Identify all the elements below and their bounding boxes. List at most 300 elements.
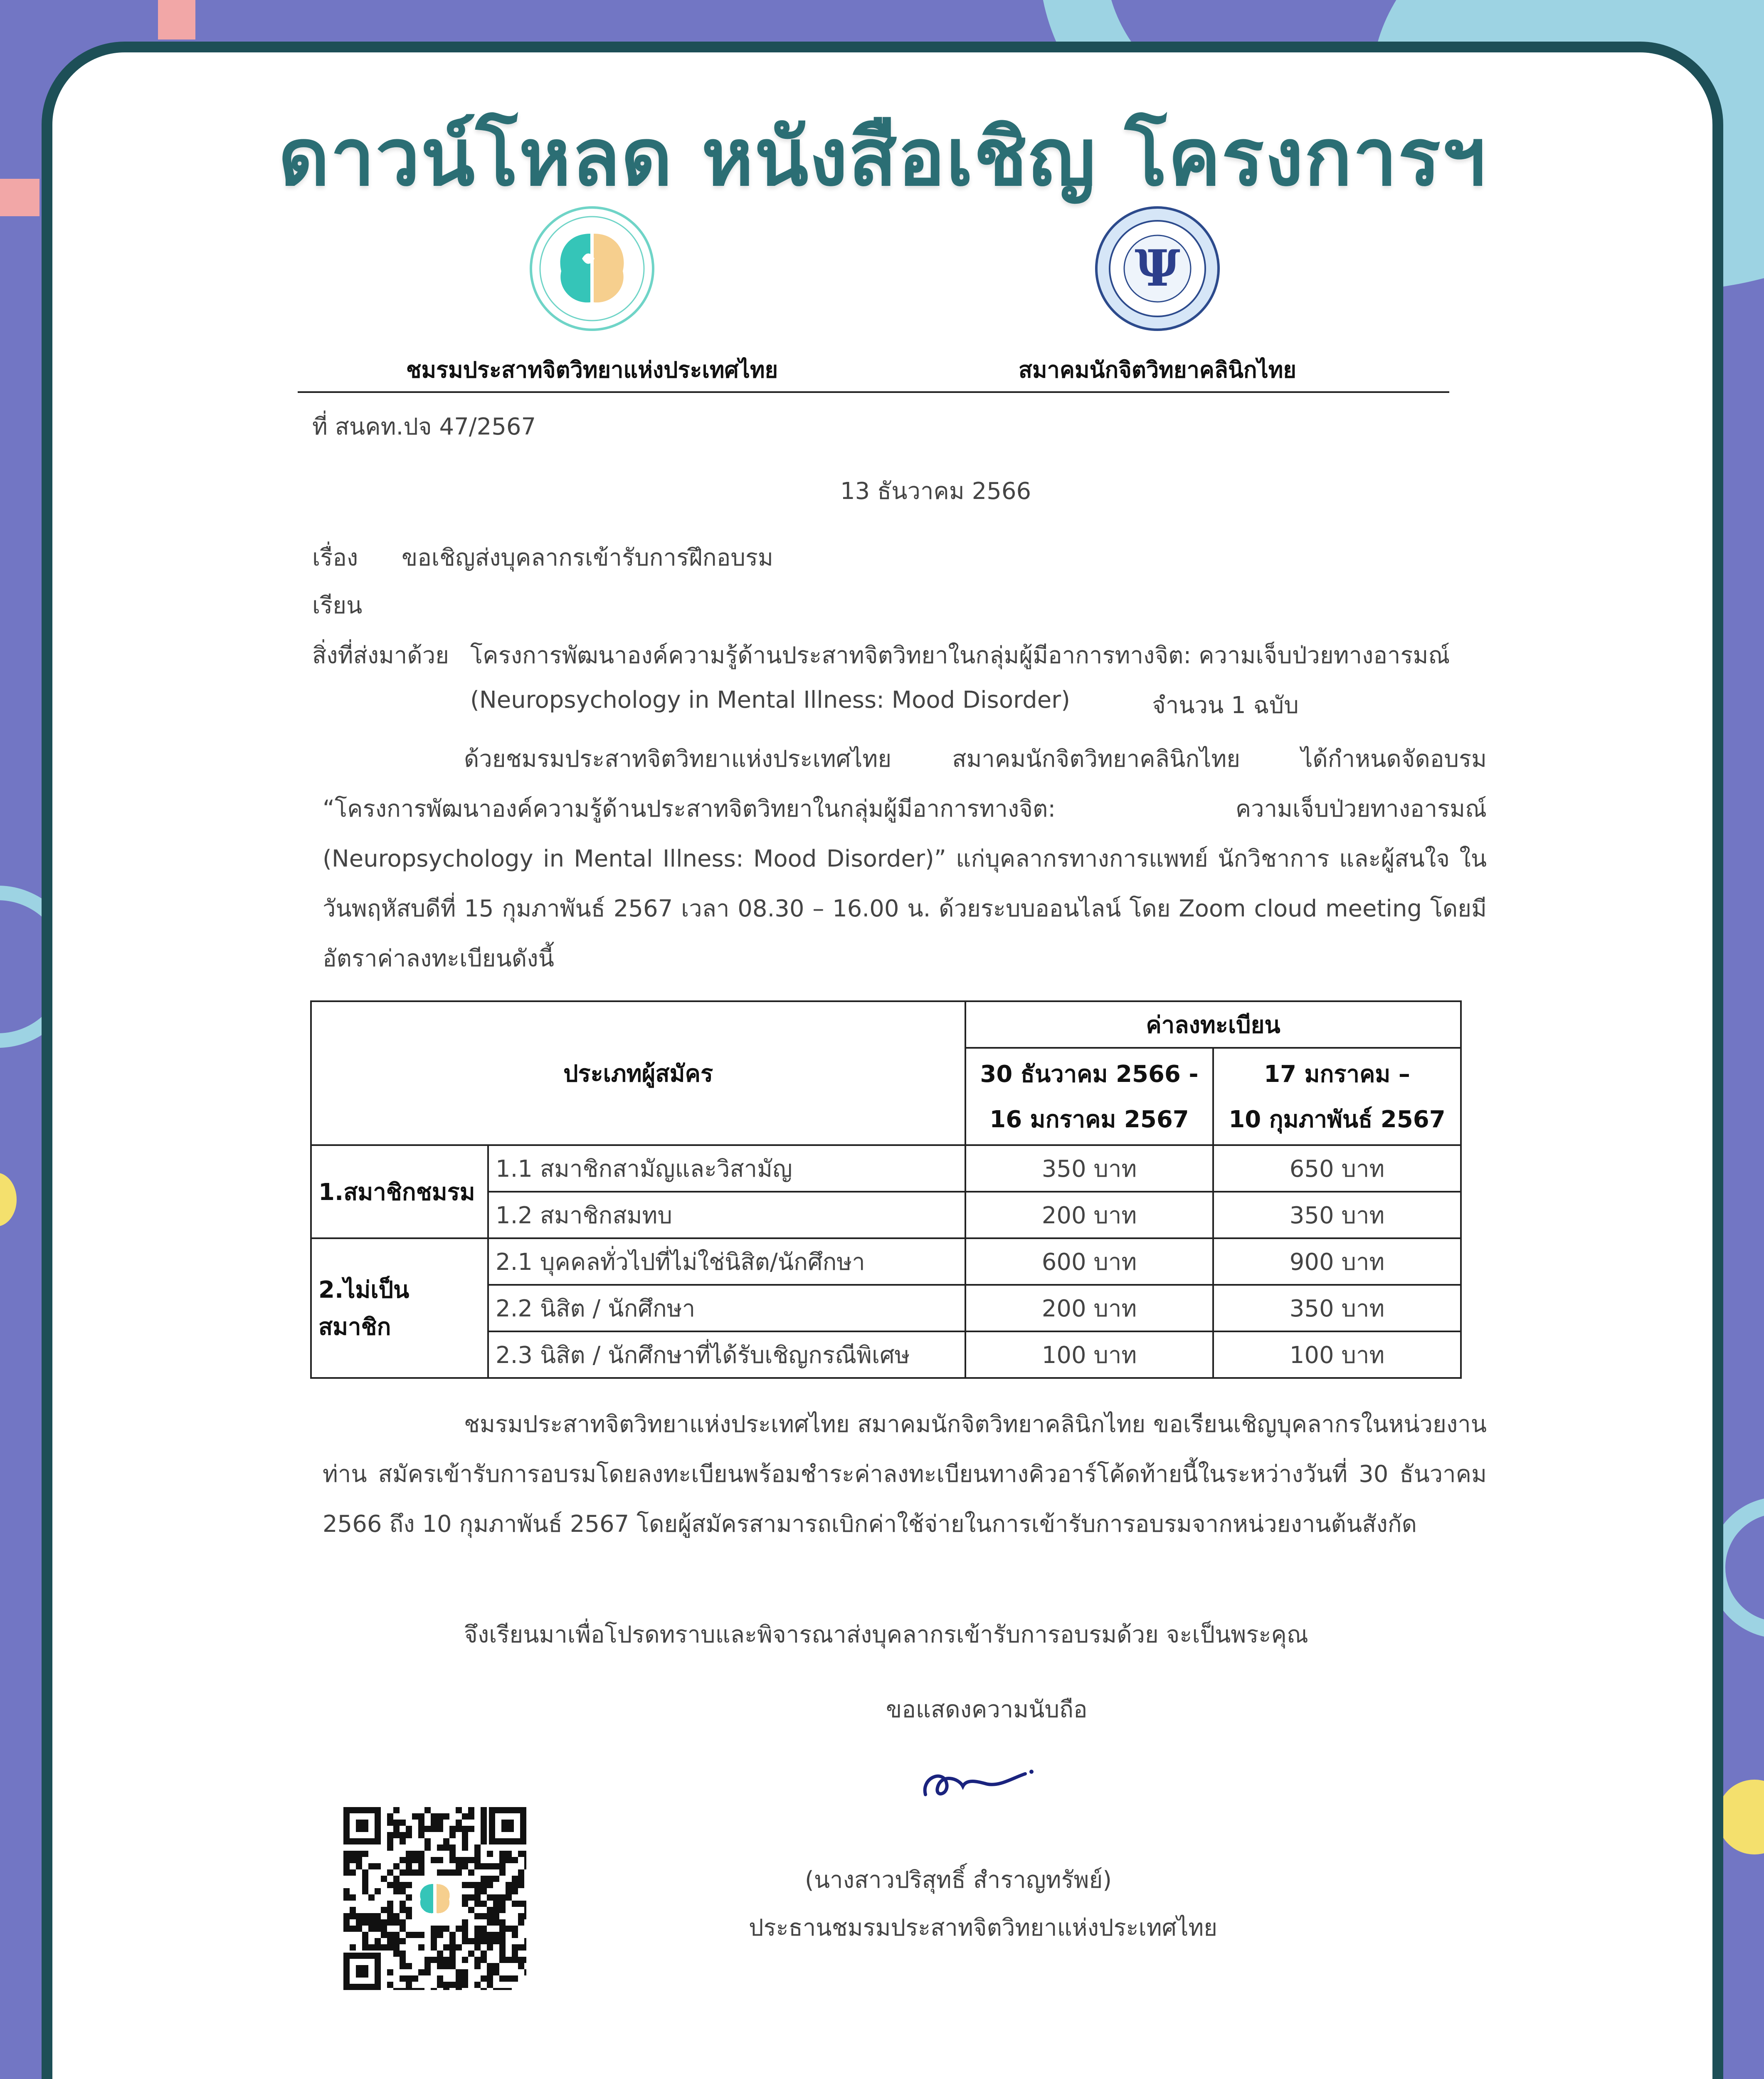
qr-module (487, 1894, 493, 1901)
qr-module (518, 1913, 524, 1919)
qr-module (474, 1863, 481, 1869)
qr-module (499, 1851, 506, 1857)
qr-module (506, 1851, 512, 1857)
bg-pink-stripe-left (0, 179, 39, 216)
qr-module (362, 1938, 368, 1944)
qr-module (343, 1857, 350, 1863)
qr-module (375, 1919, 381, 1926)
qr-module (487, 1938, 493, 1944)
qr-module (393, 1932, 400, 1938)
qr-module (400, 1820, 406, 1826)
body-paragraph-2 (323, 1400, 1487, 1549)
qr-module (362, 1944, 368, 1951)
qr-module (350, 1913, 356, 1919)
qr-module (518, 1957, 524, 1963)
qr-module (437, 1857, 443, 1863)
qr-module (481, 1938, 487, 1944)
qr-module (456, 1926, 462, 1932)
qr-module (512, 1857, 518, 1863)
qr-module (468, 1857, 474, 1863)
qr-module (468, 1938, 474, 1944)
qr-module (375, 1944, 381, 1951)
qr-module (462, 1844, 468, 1851)
qr-module (400, 1901, 406, 1907)
qr-module (431, 1926, 437, 1932)
qr-module (456, 1863, 462, 1869)
qr-module (493, 1988, 499, 1990)
qr-module (518, 1869, 524, 1876)
qr-module (381, 1907, 387, 1913)
qr-module (356, 1919, 362, 1926)
qr-module (437, 1963, 443, 1969)
qr-module (343, 1919, 350, 1926)
qr-module (524, 1969, 526, 1975)
qr-module (387, 1901, 393, 1907)
qr-module (474, 1901, 481, 1907)
header-period-late (1213, 1048, 1461, 1145)
qr-module (368, 1863, 375, 1869)
qr-module (443, 1844, 449, 1851)
period-late-line1: 17 มกราคม – (1264, 1061, 1410, 1088)
row-label: 1.2 สมาชิกสมทบ (488, 1192, 965, 1238)
qr-module (481, 1888, 487, 1894)
qr-module (474, 1851, 481, 1857)
qr-module (487, 1851, 493, 1857)
qr-module (381, 1932, 387, 1938)
body-paragraph-1 (323, 734, 1487, 984)
qr-module (418, 1857, 424, 1863)
fee-early: 350 บาท (965, 1145, 1213, 1192)
qr-module (418, 1863, 424, 1869)
qr-module (449, 1851, 456, 1857)
qr-module (481, 1988, 487, 1990)
qr-module (481, 1882, 487, 1888)
thai-clinical-psychologist-association-logo (1095, 206, 1220, 331)
qr-module (487, 1969, 493, 1975)
qr-module (506, 1926, 512, 1932)
qr-module (437, 1813, 443, 1820)
qr-module (518, 1919, 524, 1926)
qr-module (412, 1813, 418, 1820)
qr-module (406, 1975, 412, 1982)
qr-module (400, 1951, 406, 1957)
qr-module (381, 1876, 387, 1882)
qr-module (481, 1863, 487, 1869)
qr-module (449, 1982, 456, 1988)
qr-module (474, 1882, 481, 1888)
qr-module (518, 1901, 524, 1907)
qr-module (400, 1832, 406, 1838)
qr-module (418, 1969, 424, 1975)
qr-module (524, 1944, 526, 1951)
qr-module (443, 1988, 449, 1990)
bg-pink-stripe-top (158, 0, 195, 40)
period-early-line2: 16 มกราคม 2567 (989, 1106, 1189, 1133)
enclosure-quantity: จำนวน 1 ฉบับ (1152, 692, 1299, 719)
qr-module (437, 1975, 443, 1982)
qr-module (474, 1932, 481, 1938)
qr-module (368, 1944, 375, 1951)
qr-module (474, 1957, 481, 1963)
qr-module (375, 1913, 381, 1919)
qr-module (462, 1926, 468, 1932)
qr-module (400, 1926, 406, 1932)
qr-module (462, 1982, 468, 1988)
qr-module (449, 1844, 456, 1851)
qr-module (481, 1913, 487, 1919)
registration-qr-code[interactable] (343, 1807, 526, 1990)
qr-module (387, 1844, 393, 1851)
qr-module (493, 1919, 499, 1926)
row-label: 2.1 บุคคลทั่วไปที่ไม่ใช่นิสิต/นักศึกษา (488, 1238, 965, 1285)
table-row (311, 1145, 1461, 1192)
qr-module (343, 1869, 350, 1876)
qr-module (443, 1944, 449, 1951)
qr-module (387, 1913, 393, 1919)
qr-module (481, 1932, 487, 1938)
row-label: 2.3 นิสิต / นักศึกษาที่ได้รับเชิญกรณีพิเศษ (488, 1331, 965, 1378)
qr-module (343, 1863, 350, 1869)
qr-module (462, 1932, 468, 1938)
header-period-early (965, 1048, 1213, 1145)
qr-module (518, 1944, 524, 1951)
reference-number: ที่ สนคท.ปจ 47/2567 (312, 413, 536, 440)
qr-module (443, 1963, 449, 1969)
qr-module (468, 1869, 474, 1876)
qr-module (362, 1869, 368, 1876)
qr-module (412, 1975, 418, 1982)
qr-module (431, 1944, 437, 1951)
qr-module (499, 1938, 506, 1944)
qr-module (431, 1938, 437, 1944)
qr-module (481, 1975, 487, 1982)
qr-module (387, 1820, 393, 1826)
qr-module (418, 1869, 424, 1876)
qr-module (418, 1820, 424, 1826)
signer-name: (นางสาวปริสุทธิ์ สำราญทรัพย์) (805, 1867, 1112, 1894)
qr-module (431, 1957, 437, 1963)
qr-module (387, 1907, 393, 1913)
qr-module (406, 1907, 412, 1913)
signer-title: ประธานชมรมประสาทจิตวิทยาแห่งประเทศไทย (749, 1914, 1218, 1941)
registration-fee-table (310, 1000, 1462, 1379)
qr-module (431, 1932, 437, 1938)
period-early-line1: 30 ธันวาคม 2566 - (980, 1061, 1199, 1088)
qr-module (468, 1882, 474, 1888)
qr-module (393, 1988, 400, 1990)
qr-module (487, 1975, 493, 1982)
qr-module (375, 1888, 381, 1894)
qr-module (462, 1919, 468, 1926)
qr-module (512, 1975, 518, 1982)
qr-module (400, 1882, 406, 1888)
qr-module (474, 1938, 481, 1944)
group-members: 1.สมาชิกชมรม (311, 1145, 488, 1238)
qr-module (400, 1869, 406, 1876)
qr-module (400, 1957, 406, 1963)
qr-module (437, 1932, 443, 1938)
qr-module (437, 1957, 443, 1963)
qr-module (393, 1820, 400, 1826)
qr-module (481, 1813, 487, 1820)
qr-module (350, 1851, 356, 1857)
qr-module (387, 1932, 393, 1938)
qr-module (493, 1894, 499, 1901)
qr-module (343, 1888, 350, 1894)
fee-early: 100 บาท (965, 1331, 1213, 1378)
qr-module (506, 1857, 512, 1863)
qr-module (493, 1863, 499, 1869)
row-label: 1.1 สมาชิกสามัญและวิสามัญ (488, 1145, 965, 1192)
qr-module (493, 1963, 499, 1969)
header-applicant-type: ประเภทผู้สมัคร (311, 1001, 965, 1145)
qr-module (506, 1882, 512, 1888)
qr-module (431, 1826, 437, 1832)
qr-module (381, 1926, 387, 1932)
qr-module (356, 1863, 362, 1869)
qr-module (499, 1951, 506, 1957)
qr-module (406, 1863, 412, 1869)
qr-module (393, 1951, 400, 1957)
qr-module (400, 1988, 406, 1990)
qr-module (499, 1869, 506, 1876)
qr-module (487, 1882, 493, 1888)
qr-module (387, 1982, 393, 1988)
qr-module (368, 1926, 375, 1932)
table-row (311, 1238, 1461, 1285)
qr-module (406, 1882, 412, 1888)
qr-module (449, 1938, 456, 1944)
qr-module (424, 1838, 431, 1844)
qr-module (499, 1988, 506, 1990)
qr-module (406, 1988, 412, 1990)
qr-module (424, 1969, 431, 1975)
to-label: เรียน (312, 592, 363, 619)
qr-module (400, 1907, 406, 1913)
qr-module (499, 1907, 506, 1913)
qr-module (400, 1938, 406, 1944)
qr-module (356, 1851, 362, 1857)
qr-module (493, 1876, 499, 1882)
fee-early: 200 บาท (965, 1192, 1213, 1238)
qr-module (350, 1894, 356, 1901)
qr-module (406, 1932, 412, 1938)
qr-module (400, 1888, 406, 1894)
qr-module (474, 1844, 481, 1851)
qr-module (375, 1926, 381, 1932)
qr-module (431, 1813, 437, 1820)
qr-module (512, 1951, 518, 1957)
qr-module (406, 1826, 412, 1832)
thai-neuropsychology-society-logo (530, 206, 654, 331)
qr-module (412, 1988, 418, 1990)
qr-module (512, 1882, 518, 1888)
qr-module (481, 1826, 487, 1832)
qr-module (462, 1957, 468, 1963)
qr-module (487, 1944, 493, 1951)
qr-module (449, 1951, 456, 1957)
enclosure-text: โครงการพัฒนาองค์ความรู้ด้านประสาทจิตวิทยาในกลุ่มผู้มีอาการทางจิต: ความเจ็บป่วยทางอารมณ์ (470, 642, 1450, 669)
qr-module (462, 1901, 468, 1907)
qr-module (381, 1944, 387, 1951)
qr-module (462, 1882, 468, 1888)
qr-module (400, 1919, 406, 1926)
qr-module (356, 1926, 362, 1932)
qr-module (387, 1969, 393, 1975)
subject-text: ขอเชิญส่งบุคลากรเข้ารับการฝึกอบรม (402, 544, 773, 571)
qr-module (424, 1957, 431, 1963)
qr-module (518, 1882, 524, 1888)
qr-module (393, 1832, 400, 1838)
qr-module (343, 1894, 350, 1901)
qr-module (362, 1851, 368, 1857)
qr-module (462, 1894, 468, 1901)
qr-module (387, 1944, 393, 1951)
qr-module (437, 1982, 443, 1988)
qr-module (456, 1820, 462, 1826)
qr-module (493, 1969, 499, 1975)
qr-module (387, 1832, 393, 1838)
fee-late: 900 บาท (1213, 1238, 1461, 1285)
qr-module (524, 1851, 526, 1857)
period-late-line2: 10 กุมภาพันธ์ 2567 (1229, 1106, 1446, 1133)
qr-module (512, 1926, 518, 1932)
qr-module (387, 1869, 393, 1876)
qr-module (499, 1857, 506, 1863)
qr-module (412, 1869, 418, 1876)
qr-module (499, 1957, 506, 1963)
qr-module (343, 1926, 350, 1932)
qr-module (375, 1938, 381, 1944)
qr-module (474, 1963, 481, 1969)
qr-module (406, 1982, 412, 1988)
qr-module (400, 1975, 406, 1982)
qr-module (400, 1857, 406, 1863)
invitation-card (42, 42, 1723, 2079)
qr-module (462, 1938, 468, 1944)
svg-text:Ψ: Ψ (1135, 239, 1180, 298)
qr-module (424, 1844, 431, 1851)
qr-module (393, 1826, 400, 1832)
body-paragraph-3: จึงเรียนมาเพื่อโปรดทราบและพิจารณาส่งบุคลากรเข้ารับการอบรมด้วย จะเป็นพระคุณ (464, 1621, 1308, 1648)
qr-module (418, 1826, 424, 1832)
qr-module (456, 1988, 462, 1990)
qr-module (387, 1919, 393, 1926)
qr-module (524, 1907, 526, 1913)
qr-module (524, 1957, 526, 1963)
qr-module (518, 1851, 524, 1857)
qr-module (393, 1944, 400, 1951)
qr-module (474, 1926, 481, 1932)
qr-module (387, 1882, 393, 1888)
qr-module (487, 1913, 493, 1919)
qr-module (481, 1951, 487, 1957)
qr-module (512, 1957, 518, 1963)
qr-module (493, 1938, 499, 1944)
qr-module (499, 1919, 506, 1926)
qr-module (456, 1975, 462, 1982)
qr-module (462, 1826, 468, 1832)
qr-module (481, 1876, 487, 1882)
qr-module (350, 1926, 356, 1932)
qr-module (362, 1913, 368, 1919)
qr-module (368, 1919, 375, 1926)
qr-module (387, 1938, 393, 1944)
qr-module (443, 1957, 449, 1963)
qr-module (487, 1876, 493, 1882)
qr-module (506, 1888, 512, 1894)
qr-module (443, 1926, 449, 1932)
letter-date: 13 ธันวาคม 2566 (840, 478, 1031, 505)
qr-module (524, 1913, 526, 1919)
qr-module (400, 1838, 406, 1844)
qr-module (343, 1913, 350, 1919)
qr-module (418, 1932, 424, 1938)
qr-module (356, 1857, 362, 1863)
qr-module (506, 1975, 512, 1982)
qr-module (499, 1944, 506, 1951)
qr-module (456, 1982, 462, 1988)
qr-module (468, 1951, 474, 1957)
org-name-right: สมาคมนักจิตวิทยาคลินิกไทย (1018, 357, 1296, 383)
qr-module (506, 1988, 512, 1990)
qr-module (437, 1926, 443, 1932)
qr-module (487, 1863, 493, 1869)
qr-module (406, 1851, 412, 1857)
qr-module (443, 1982, 449, 1988)
closing: ขอแสดงความนับถือ (886, 1696, 1088, 1723)
qr-module (456, 1826, 462, 1832)
qr-module (375, 1863, 381, 1869)
qr-module (456, 1869, 462, 1876)
qr-module (462, 1863, 468, 1869)
qr-module (406, 1894, 412, 1901)
qr-module (406, 1963, 412, 1969)
qr-module (462, 1969, 468, 1975)
qr-module (499, 1926, 506, 1932)
qr-module (424, 1826, 431, 1832)
qr-module (437, 1951, 443, 1957)
qr-module (481, 1926, 487, 1932)
qr-module (474, 1944, 481, 1951)
qr-module (368, 1894, 375, 1901)
qr-module (418, 1832, 424, 1838)
qr-module (387, 1813, 393, 1820)
qr-module (443, 1813, 449, 1820)
qr-module (356, 1913, 362, 1919)
qr-module (400, 1963, 406, 1969)
qr-module (412, 1857, 418, 1863)
qr-module (506, 1957, 512, 1963)
qr-module (362, 1919, 368, 1926)
qr-module (487, 1932, 493, 1938)
qr-module (493, 1913, 499, 1919)
qr-module (481, 1820, 487, 1826)
qr-module (512, 1888, 518, 1894)
qr-module (437, 1844, 443, 1851)
qr-module (524, 1938, 526, 1944)
qr-module (474, 1913, 481, 1919)
fee-late: 350 บาท (1213, 1285, 1461, 1331)
qr-module (437, 1826, 443, 1832)
qr-module (481, 1901, 487, 1907)
qr-module (449, 1826, 456, 1832)
qr-module (418, 1813, 424, 1820)
qr-module (468, 1807, 474, 1813)
qr-module (431, 1857, 437, 1863)
qr-module (412, 1851, 418, 1857)
qr-module (524, 1863, 526, 1869)
